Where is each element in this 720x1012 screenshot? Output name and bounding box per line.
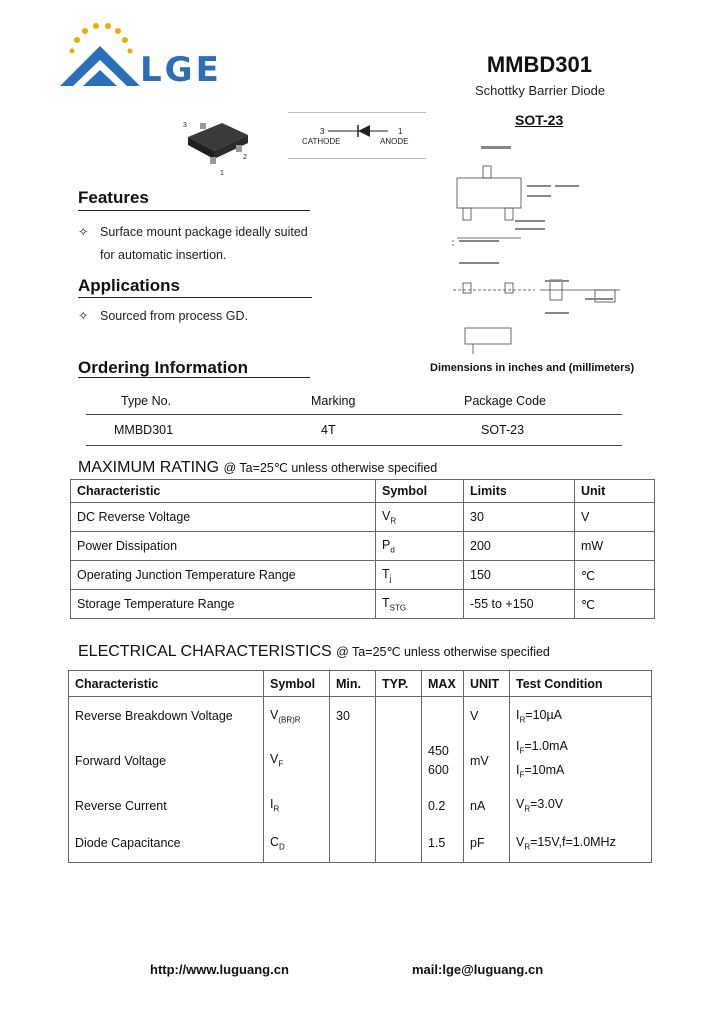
applications-title: Applications <box>78 276 181 295</box>
electrical-table <box>68 670 652 863</box>
feature-text-1: Surface mount package ideally suited <box>100 225 308 239</box>
cell-symbol: $V_{(BR)R}$ <box>264 697 330 735</box>
diamond-bullet-icon: ✧ <box>78 309 89 323</box>
cell-unit: nA <box>464 787 510 825</box>
pin2-label: 2 <box>243 154 247 161</box>
cell-min <box>330 735 376 787</box>
features-item <box>78 224 308 239</box>
part-subtitle: Schottky Barrier Diode <box>475 83 606 98</box>
cell-max: 1.5 <box>422 825 464 863</box>
cell-max: 0.2 <box>422 787 464 825</box>
footer-url-link[interactable]: http://www.luguang.cn <box>150 962 289 977</box>
features-title: Features <box>78 188 149 207</box>
cell-characteristic: Reverse Current <box>69 787 264 825</box>
application-text-1: Sourced from process GD. <box>100 309 248 323</box>
cell-characteristic: Power Dissipation <box>71 532 376 561</box>
cell-characteristic: Storage Temperature Range <box>71 590 376 619</box>
pin1-label: 1 <box>220 170 224 177</box>
cell-min <box>330 787 376 825</box>
cell-min: 30 <box>330 697 376 735</box>
cell-typ <box>376 787 422 825</box>
cell-symbol: $I_R$ <box>264 787 330 825</box>
cell-characteristic: Diode Capacitance <box>69 825 264 863</box>
cell-unit: pF <box>464 825 510 863</box>
cell-limit: 200 <box>464 532 575 561</box>
col-characteristic: Characteristic <box>69 671 264 697</box>
max-rating-heading <box>78 459 437 477</box>
logo-sun-mountain-icon <box>55 18 145 98</box>
table-row <box>71 561 655 590</box>
table-row <box>69 787 652 825</box>
brand-name: LGE <box>140 50 222 90</box>
electrical-condition: @ Ta=25℃ unless otherwise specified <box>336 645 550 659</box>
col-symbol: Symbol <box>264 671 330 697</box>
col-unit: UNIT <box>464 671 510 697</box>
cell-limit: -55 to +150 <box>464 590 575 619</box>
cell-symbol: $V_R$ <box>376 503 464 532</box>
cell-unit: V <box>464 697 510 735</box>
part-number: MMBD301 <box>486 52 592 77</box>
cell-characteristic: Reverse Breakdown Voltage <box>69 697 264 735</box>
max-rating-table <box>70 479 655 619</box>
cell-symbol: $T_{STG}$ <box>376 590 464 619</box>
features-divider <box>78 210 310 211</box>
package-photo <box>180 115 260 180</box>
dimensions-note: Dimensions in inches and (millimeters) <box>430 362 635 374</box>
table-row <box>71 590 655 619</box>
ordering-package-value: SOT-23 <box>481 423 525 437</box>
diamond-bullet-icon: ✧ <box>78 225 89 239</box>
cell-condition: $I_F=1.0mA$ $I_F=10mA$ <box>510 735 652 787</box>
cell-symbol: $T_j$ <box>376 561 464 590</box>
col-typ: TYP. <box>376 671 422 697</box>
applications-item <box>78 308 248 323</box>
col-min: Min. <box>330 671 376 697</box>
ordering-divider <box>78 377 310 378</box>
cell-condition: $I_R=10\mu A$ <box>510 697 652 735</box>
ordering-header-row <box>86 388 622 415</box>
max-rating-condition: @ Ta=25℃ unless otherwise specified <box>223 461 438 475</box>
col-symbol: Symbol <box>376 480 464 503</box>
cell-max: 450 600 <box>422 735 464 787</box>
max-rating-title: MAXIMUM RATING <box>78 459 220 476</box>
electrical-heading <box>78 643 550 661</box>
col-limits: Limits <box>464 480 575 503</box>
package-name: SOT-23 <box>515 112 564 128</box>
cell-condition: $V_R=15V,f=1.0MHz$ <box>510 825 652 863</box>
col-test-condition: Test Condition <box>510 671 652 697</box>
cell-unit: ℃ <box>575 590 655 619</box>
table-header-row <box>71 480 655 503</box>
cell-symbol: $V_F$ <box>264 735 330 787</box>
ordering-col-type: Type No. <box>121 394 172 408</box>
col-unit: Unit <box>575 480 655 503</box>
cell-unit: V <box>575 503 655 532</box>
cell-typ <box>376 825 422 863</box>
cathode-label: CATHODE <box>302 137 341 146</box>
cell-characteristic: Operating Junction Temperature Range <box>71 561 376 590</box>
cell-limit: 30 <box>464 503 575 532</box>
cathode-pin: 3 <box>320 127 325 136</box>
applications-divider <box>78 297 312 298</box>
features-item-continued: for automatic insertion. <box>100 248 227 262</box>
col-characteristic: Characteristic <box>71 480 376 503</box>
cell-unit: mW <box>575 532 655 561</box>
table-row <box>71 503 655 532</box>
diode-symbol <box>288 112 426 159</box>
footer-mail-link[interactable]: mail:lge@luguang.cn <box>412 962 544 977</box>
cell-typ <box>376 697 422 735</box>
logo <box>55 18 145 98</box>
ordering-marking-value: 4T <box>321 423 336 437</box>
table-row <box>71 532 655 561</box>
cell-symbol: $C_D$ <box>264 825 330 863</box>
table-row <box>69 825 652 863</box>
electrical-title: ELECTRICAL CHARACTERISTICS <box>78 643 332 660</box>
ordering-col-package: Package Code <box>464 394 547 408</box>
cell-limit: 150 <box>464 561 575 590</box>
table-header-row <box>69 671 652 697</box>
table-row <box>69 735 652 787</box>
anode-pin: 1 <box>398 127 403 136</box>
package-outline-drawing <box>445 140 635 355</box>
ordering-title: Ordering Information <box>78 358 248 377</box>
cell-max <box>422 697 464 735</box>
table-row <box>69 697 652 735</box>
col-max: MAX <box>422 671 464 697</box>
cell-unit: mV <box>464 735 510 787</box>
ordering-table <box>86 388 622 446</box>
cell-symbol: $P_d$ <box>376 532 464 561</box>
cell-unit: ℃ <box>575 561 655 590</box>
ordering-type-value: MMBD301 <box>114 423 174 437</box>
ordering-data-row <box>86 415 622 446</box>
cell-min <box>330 825 376 863</box>
ordering-col-marking: Marking <box>311 394 356 408</box>
cell-condition: $V_R=3.0V$ <box>510 787 652 825</box>
cell-characteristic: Forward Voltage <box>69 735 264 787</box>
anode-label: ANODE <box>380 137 409 146</box>
cell-characteristic: DC Reverse Voltage <box>71 503 376 532</box>
pin3-label: 3 <box>183 122 187 129</box>
cell-typ <box>376 735 422 787</box>
